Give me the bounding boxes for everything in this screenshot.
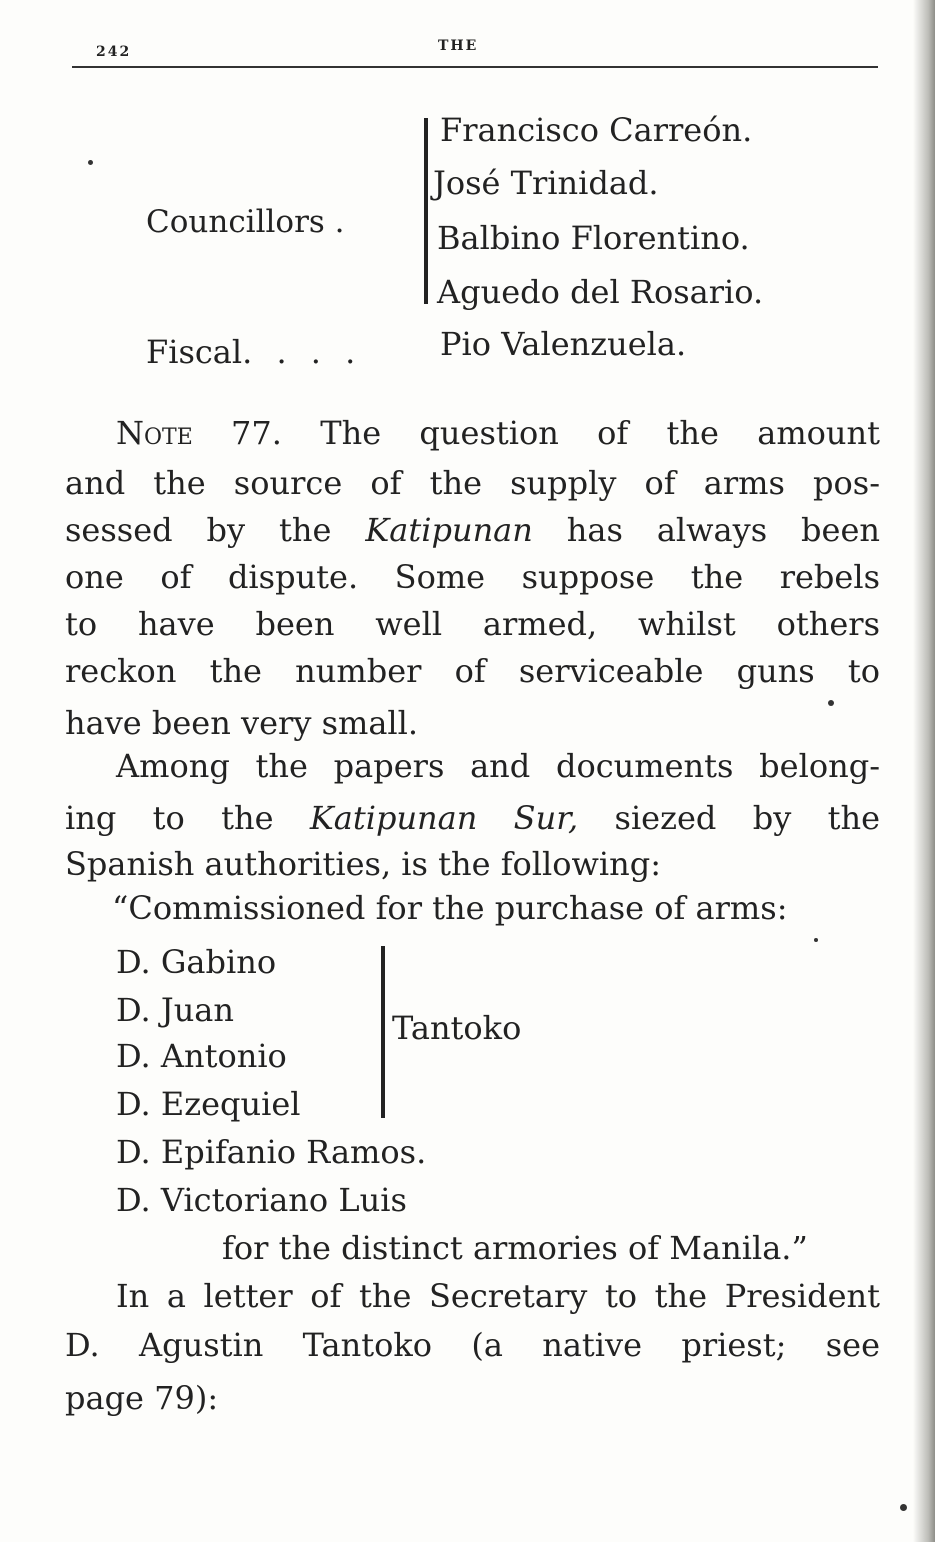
- commissioned-name: D. Victoriano Luis: [116, 1181, 407, 1219]
- commissioned-name: D. Gabino: [116, 943, 277, 981]
- commissioned-brace: [381, 946, 385, 1118]
- family-name: Tantoko: [392, 1009, 522, 1047]
- katipunan-term: Katipunan: [365, 511, 533, 549]
- note-text: The question of the amount: [320, 414, 880, 452]
- note-text: reckon the number of serviceable guns to: [65, 652, 880, 690]
- page-number: 242: [96, 44, 132, 60]
- katipunan-sur-term: Katipunan Sur,: [309, 799, 579, 837]
- fiscal-name: Pio Valenzuela.: [440, 325, 687, 363]
- commissioned-name: D. Ezequiel: [116, 1085, 301, 1123]
- councillor-name: Francisco Carreón.: [440, 111, 753, 149]
- speck-mark: [900, 1504, 907, 1511]
- para2-text: Spanish authorities, is the following:: [65, 845, 662, 883]
- councillor-name: Balbino Florentino.: [437, 219, 750, 257]
- page-header: [72, 38, 878, 78]
- note-text: have been very small.: [65, 704, 419, 742]
- note-line-with-italic: [65, 507, 880, 554]
- running-head: THE: [438, 38, 479, 54]
- councillors-brace: [424, 118, 428, 304]
- fiscal-label: Fiscal. . . .: [146, 333, 356, 371]
- header-rule: [72, 66, 878, 68]
- quote-intro: “Commissioned for the purchase of arms:: [112, 889, 788, 927]
- para2-text: ing to the: [65, 799, 274, 837]
- commissioned-name: D. Antonio: [116, 1037, 287, 1075]
- speck-mark: [828, 700, 834, 706]
- para2-line-with-italic: [65, 795, 880, 842]
- councillors-label: Councillors .: [146, 204, 345, 240]
- quote-purpose: for the distinct armories of Manila.”: [222, 1229, 808, 1267]
- speck-mark: [88, 160, 93, 165]
- note-first-line: [116, 410, 880, 457]
- note-text: has always been: [566, 511, 881, 549]
- para2-text: siezed by the: [614, 799, 881, 837]
- note-text: and the source of the supply of arms pos-: [65, 464, 880, 502]
- note-label: Note 77.: [116, 414, 282, 452]
- page-edge-shadow: [913, 0, 935, 1542]
- councillor-name: Aguedo del Rosario.: [437, 273, 764, 311]
- para3-text: page 79):: [65, 1379, 219, 1417]
- note-text: one of dispute. Some suppose the rebels: [65, 558, 880, 596]
- para3-text: In a letter of the Secretary to the President: [116, 1277, 880, 1315]
- note-text: to have been well armed, whilst others: [65, 605, 880, 643]
- commissioned-name: D. Epifanio Ramos.: [116, 1133, 427, 1171]
- para3-text: D. Agustin Tantoko (a native priest; see: [65, 1326, 880, 1364]
- speck-mark: [814, 938, 818, 942]
- para2-text: Among the papers and documents belong-: [116, 747, 880, 785]
- commissioned-name: D. Juan: [116, 991, 234, 1029]
- councillor-name: José Trinidad.: [433, 164, 659, 202]
- note-text: sessed by the: [65, 511, 332, 549]
